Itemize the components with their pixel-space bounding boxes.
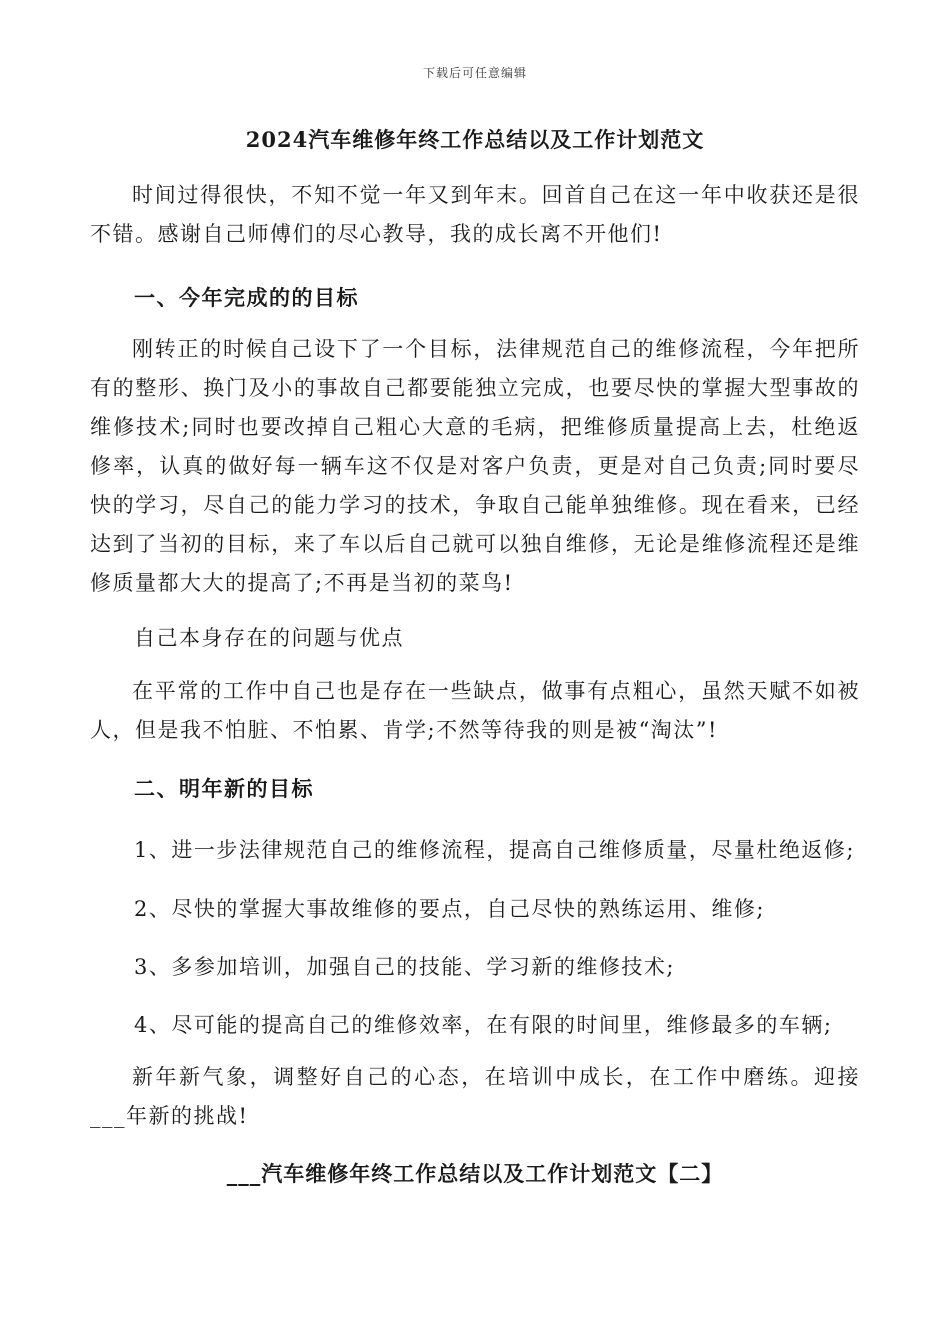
section-1-heading: 一、今年完成的的目标 <box>134 285 359 310</box>
goal-item-1: 1、进一步法律规范自己的维修流程，提高自己维修质量，尽量杜绝返修; <box>134 838 855 862</box>
section-1-paragraph: 刚转正的时候自己设下了一个目标，法律规范自己的维修流程，今年把所有的整形、换门及小的事故自己都要能独立完成，也要尽快的掌握大型事故的维修技术;同时也要改掉自己粗心大意的毛病，把维修质量提高上去，杜绝返修率，认真的做好每一辆车这不仅是对客户负责，更是对自己负责;同时要尽快的学习，尽自己的能力学习的技术，争取自己能单独维修。现在看来，已经达到了当初的目标，来了车以后自己就可以独自维修，无论是维修流程还是维修质量都大大的提高了;不再是当初的菜鸟! <box>90 337 860 595</box>
weakness-paragraph: 在平常的工作中自己也是存在一些缺点，做事有点粗心，虽然天赋不如被人，但是我不怕脏、不怕累、肯学;不然等待我的则是被“淘汰”! <box>90 679 860 742</box>
subheading-problems-strengths: 自己本身存在的问题与优点 <box>134 626 404 650</box>
goal-item-2: 2、尽快的掌握大事故维修的要点，自己尽快的熟练运用、维修; <box>134 897 765 921</box>
goal-item-4: 4、尽可能的提高自己的维修效率，在有限的时间里，维修最多的车辆; <box>134 1013 833 1037</box>
document-title: 2024汽车维修年终工作总结以及工作计划范文 <box>245 127 705 152</box>
section-2-heading: 二、明年新的目标 <box>134 776 314 801</box>
goal-item-3: 3、多参加培训，加强自己的技能、学习新的维修技术; <box>134 955 675 979</box>
header-note: 下载后可任意编辑 <box>422 66 527 80</box>
intro-paragraph: 时间过得很快，不知不觉一年又到年末。回首自己在这一年中收获还是很不错。感谢自己师傅们的尽心教导，我的成长离不开他们! <box>90 183 860 246</box>
closing-paragraph: 新年新气象，调整好自己的心态，在培训中成长，在工作中磨练。迎接___年新的挑战! <box>90 1065 860 1128</box>
next-document-title: ___汽车维修年终工作总结以及工作计划范文【二】 <box>226 1161 724 1186</box>
